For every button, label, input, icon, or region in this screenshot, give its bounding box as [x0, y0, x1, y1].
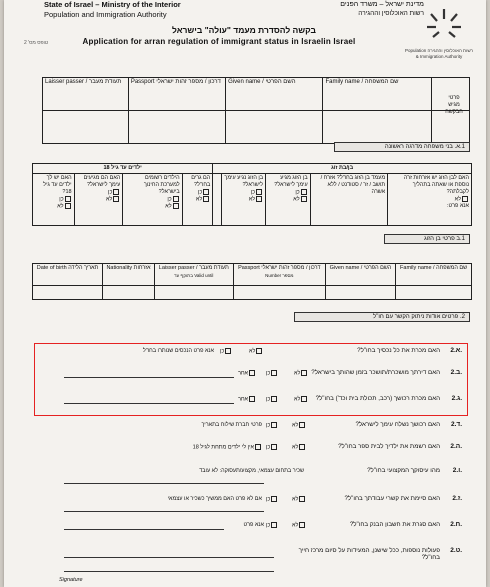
spouse-col-2: בן הזוג מגיע עימך לישראל? כן לא [266, 174, 311, 226]
checkbox[interactable] [65, 203, 71, 209]
col-family-name: Family name / שם המשפחה [323, 78, 432, 111]
checkbox[interactable] [299, 496, 305, 502]
title-en: Application for arran regulation of immigrant status in Israelin Israel [82, 37, 356, 46]
form-number: טופס מס' 2 [24, 40, 49, 46]
child-col-4: הם גרים בחו"ל? כן לא [182, 174, 213, 226]
spouse-title: בן/בת זוג [213, 164, 472, 174]
checkbox[interactable] [271, 396, 277, 402]
checkbox[interactable] [299, 422, 305, 428]
laisser-input[interactable] [43, 111, 129, 144]
authority-he: רשות האוכלוסין וההגירה [358, 10, 424, 17]
checkbox[interactable] [271, 370, 277, 376]
checkbox[interactable] [301, 189, 307, 195]
given-name-input[interactable] [226, 111, 323, 144]
checkbox[interactable] [256, 196, 262, 202]
nationality-input[interactable] [103, 286, 155, 300]
logo-caption: רשות האוכלוסין וההגירה Population & Immigration Authority [404, 48, 474, 59]
col-passport: Passport דרכון / מספר זהות ישראלי [128, 78, 225, 111]
checkbox[interactable] [301, 370, 307, 376]
authority-logo-icon [419, 5, 469, 49]
child-col-1: האם יש לך ילדים עד גיל 18? כן לא [33, 174, 75, 226]
question-row: 2.ז. האם סיימת את קשרי עבודתך בחו"ל? לא כן אם לא פרט האם ממשיך כשכיר או עצמאי [34, 492, 468, 518]
checkbox[interactable] [65, 196, 71, 202]
checkbox[interactable] [255, 444, 261, 450]
child-col-2: האם הם מגיעים עימך לישראל? כן לא [74, 174, 123, 226]
spouse-col-3: מעמד בן הזוג בחו"ל? אזרח / תושב / זר / סטודנט / ללא אשרה [310, 174, 387, 226]
question-row: 2.ב. האם דירתך מושכרת/תושכר בזמן שהותך בישראל? לא כן אחר [34, 366, 468, 392]
col-dob: Date of birth תאריך הלידה [33, 264, 103, 286]
spouse-details-table [32, 263, 472, 300]
form-page [4, 0, 486, 587]
col-laisser: Laisser passer / תעודת מעבר [43, 78, 129, 111]
answer-line[interactable] [64, 570, 274, 572]
section-1a-title: 1.א. בני משפחה מדרגה ראשונה [334, 142, 470, 152]
children-title: ילדים עד גיל 18 [33, 164, 213, 174]
answer-line[interactable] [64, 402, 234, 404]
col-nationality: Nationality אזרחות [103, 264, 155, 286]
checkbox[interactable] [249, 396, 255, 402]
checkbox[interactable] [271, 496, 277, 502]
checkbox[interactable] [271, 444, 277, 450]
checkbox[interactable] [299, 444, 305, 450]
section-1b-title: 1.ב פרטי בן הזוג [384, 234, 470, 244]
checkbox[interactable] [203, 196, 209, 202]
section-2-title: 2. פרטים אודות ניתוק הקשר עם חו"ל [294, 312, 470, 322]
passport-input[interactable] [233, 286, 325, 300]
authority-en: Population and Immigration Authority [44, 10, 167, 19]
question-row: 2.ד. האם רכושך נשלח עימך לישראל? לא כן פרטי חברת שילוח בתאריך [201, 421, 462, 429]
title-he: בקשה להסדרת מעמד "עולה" בישראל [172, 25, 316, 35]
checkbox[interactable] [271, 522, 277, 528]
checkbox[interactable] [271, 422, 277, 428]
dob-input[interactable] [33, 286, 103, 300]
checkbox[interactable] [256, 189, 262, 195]
family-name-input[interactable] [396, 286, 472, 300]
answer-line[interactable] [64, 482, 264, 484]
checkbox[interactable] [113, 196, 119, 202]
question-row: 2.ה. האם רשמת את ילדיך לבית ספר בחו"ל? לא כן אין לי ילדים מתחת לגיל 18 [192, 443, 462, 451]
ministry-he: מדינת ישראל – משרד הפנים [340, 1, 424, 8]
answer-line[interactable] [64, 528, 224, 530]
col-family-name: Family name / שם המשפחה [396, 264, 472, 286]
col-laisser: Laisser passer / תעודת מעבר בתוקף עד Valid until [154, 264, 233, 286]
spouse-col-1: בן הזוג נגיע עימך לישראל? כן לא [222, 174, 266, 226]
question-row: 2.ו. מהו עיסוקך המקצועי בחו"ל? שכיר בתחום עצמאי, מקצוע/תעסוקה: לא עובד [34, 464, 468, 492]
passport-input[interactable] [128, 111, 225, 144]
ministry-en: State of Israel – Ministry of the Interior [44, 0, 181, 9]
spouse-col-4: האם לבן הזוג יש אזרחות זרה נוספת או שאתה בתהליך לקבלתה? לא אנא פרט: [388, 174, 472, 226]
checkbox[interactable] [173, 196, 179, 202]
questions-list-2 [34, 418, 468, 578]
applicant-table [42, 77, 470, 144]
question-row: 2.ח. האם סגרת את חשבון הבנק בחו"ל? לא כן אנא פרט [34, 518, 468, 544]
checkbox[interactable] [301, 396, 307, 402]
answer-line[interactable] [64, 556, 274, 558]
col-given-name: Given name / השם הפרטי [226, 78, 323, 111]
child-col-3: הילדים רשומים למערכת החינוך בישראל? כן לא [123, 174, 182, 226]
signature-label: Signature [59, 577, 83, 583]
checkbox[interactable] [173, 203, 179, 209]
checkbox[interactable] [299, 522, 305, 528]
questions-list [34, 344, 468, 418]
applicant-side-label: פרטי מגיש הבקשה [445, 95, 463, 115]
checkbox[interactable] [301, 196, 307, 202]
checkbox[interactable] [225, 348, 231, 354]
laisser-input[interactable] [154, 286, 233, 300]
question-row: 2.א. האם מכרת את כל נכסיך בחו"ל? לא כן אנא פרט הנכסים שנותרו בחו"ל [142, 347, 462, 355]
family-table [32, 163, 472, 226]
checkbox[interactable] [256, 348, 262, 354]
checkbox[interactable] [203, 189, 209, 195]
checkbox[interactable] [113, 189, 119, 195]
checkbox[interactable] [462, 196, 468, 202]
question-row: 2.ג. האם מכרת רכושך (רכב, תכולת בית וכד') בחו"ל? לא כן אחר [34, 392, 468, 418]
col-passport: Passport דרכון / מספר זהות ישראלי Number מספר [233, 264, 325, 286]
col-given-name: Given name / השם הפרטי [325, 264, 395, 286]
question-row: 2.ט. פעולות נוספות, ככל שישנן, המעידות על סיום מרכז חייך בחו"ל? [34, 544, 468, 578]
given-name-input[interactable] [325, 286, 395, 300]
answer-line[interactable] [64, 376, 234, 378]
family-name-input[interactable] [323, 111, 432, 144]
answer-line[interactable] [64, 510, 264, 512]
checkbox[interactable] [249, 370, 255, 376]
